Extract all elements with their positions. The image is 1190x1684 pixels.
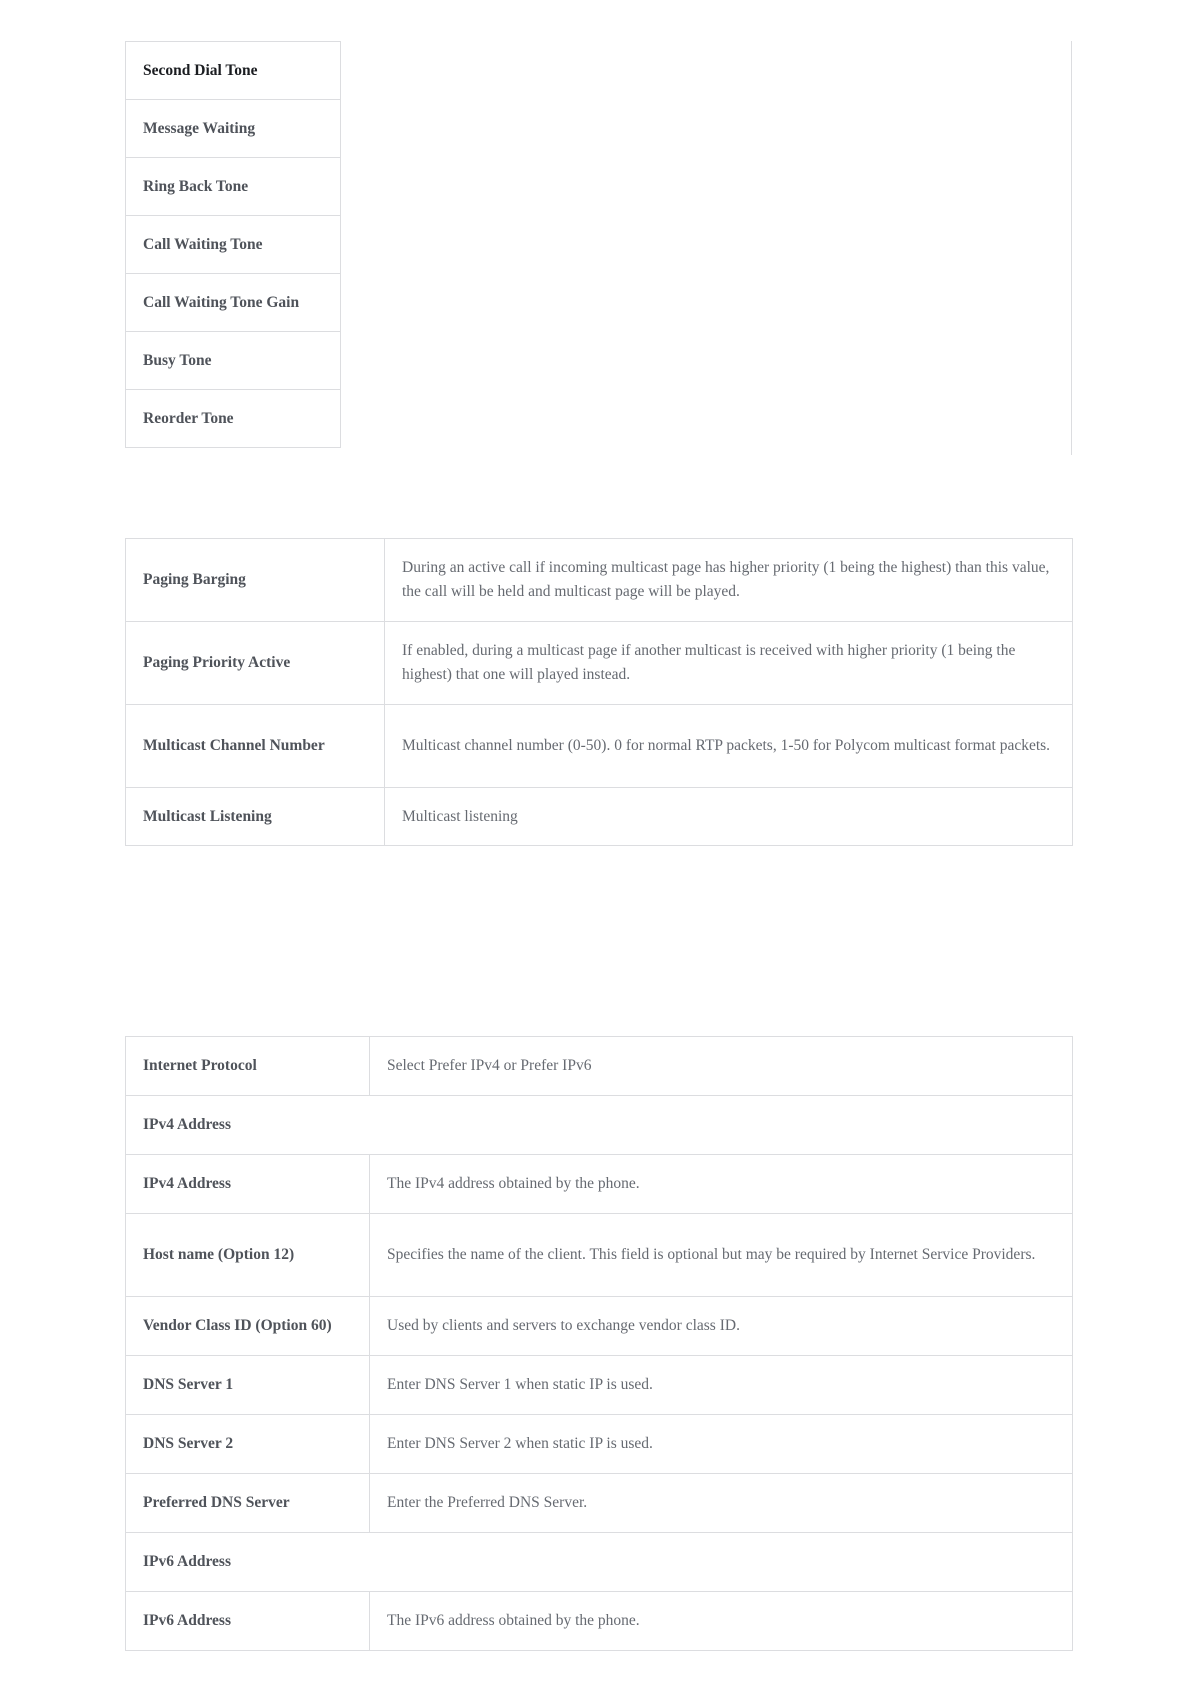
table-row: [126, 216, 341, 274]
table-row: [126, 332, 341, 390]
table-row: [126, 788, 1073, 846]
row-description: Multicast channel number (0-50). 0 for normal RTP packets, 1-50 for Polycom multicast format packets.: [385, 705, 1073, 788]
row-label: Paging Barging: [126, 539, 385, 622]
table-row: [126, 274, 341, 332]
table-row: [126, 1356, 1073, 1415]
row-description: Specifies the name of the client. This field is optional but may be required by Internet Service Providers.: [370, 1214, 1073, 1297]
row-description: Select Prefer IPv4 or Prefer IPv6: [370, 1037, 1073, 1096]
tone-settings-table: [125, 41, 341, 448]
paging-settings-table: [125, 538, 1073, 846]
table-row: [126, 1155, 1073, 1214]
row-label: DNS Server 2: [126, 1415, 370, 1474]
row-description: Enter DNS Server 1 when static IP is used.: [370, 1356, 1073, 1415]
row-label: Multicast Channel Number: [126, 705, 385, 788]
table-right-border: [1071, 41, 1072, 455]
row-label: Call Waiting Tone Gain: [126, 274, 341, 332]
table-row: [126, 1592, 1073, 1651]
table-row: [126, 539, 1073, 622]
table-row: [126, 1214, 1073, 1297]
section-row: [126, 1533, 1073, 1592]
table-row: [126, 1037, 1073, 1096]
table-row: [126, 622, 1073, 705]
row-label: IPv4 Address: [126, 1155, 370, 1214]
row-label: Ring Back Tone: [126, 158, 341, 216]
row-label: Internet Protocol: [126, 1037, 370, 1096]
row-label: Second Dial Tone: [126, 42, 341, 100]
network-settings-table: [125, 1036, 1073, 1651]
row-description: During an active call if incoming multicast page has higher priority (1 being the highest) than this value, the call will be held and multicast page will be played.: [385, 539, 1073, 622]
row-label: Host name (Option 12): [126, 1214, 370, 1297]
row-label: IPv6 Address: [126, 1592, 370, 1651]
row-label: Vendor Class ID (Option 60): [126, 1297, 370, 1356]
row-description: Multicast listening: [385, 788, 1073, 846]
row-description: Used by clients and servers to exchange vendor class ID.: [370, 1297, 1073, 1356]
row-label: Busy Tone: [126, 332, 341, 390]
row-description: Enter the Preferred DNS Server.: [370, 1474, 1073, 1533]
row-label: DNS Server 1: [126, 1356, 370, 1415]
section-heading: IPv6 Address: [126, 1533, 1073, 1592]
table-row: [126, 100, 341, 158]
row-label: Call Waiting Tone: [126, 216, 341, 274]
row-label: Preferred DNS Server: [126, 1474, 370, 1533]
row-description: The IPv4 address obtained by the phone.: [370, 1155, 1073, 1214]
table-row: [126, 390, 341, 448]
table-row: [126, 1415, 1073, 1474]
row-label: Reorder Tone: [126, 390, 341, 448]
row-description: The IPv6 address obtained by the phone.: [370, 1592, 1073, 1651]
table-row: [126, 1297, 1073, 1356]
row-label: Paging Priority Active: [126, 622, 385, 705]
row-description: If enabled, during a multicast page if another multicast is received with higher priority (1 being the highest) that one will played instead.: [385, 622, 1073, 705]
table-row: [126, 705, 1073, 788]
table-row: [126, 42, 341, 100]
row-description: Enter DNS Server 2 when static IP is used.: [370, 1415, 1073, 1474]
row-label: Message Waiting: [126, 100, 341, 158]
table-row: [126, 1474, 1073, 1533]
table-row: [126, 158, 341, 216]
section-row: [126, 1096, 1073, 1155]
section-heading: IPv4 Address: [126, 1096, 1073, 1155]
row-label: Multicast Listening: [126, 788, 385, 846]
